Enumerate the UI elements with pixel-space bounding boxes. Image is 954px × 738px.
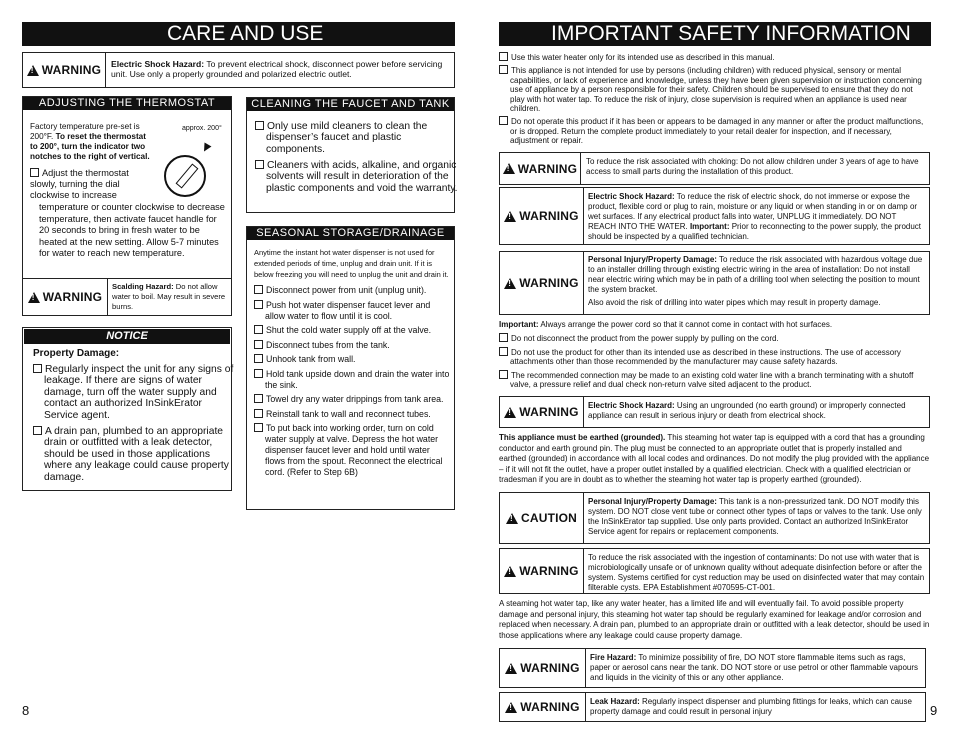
list-item [254,394,450,405]
checkbox-icon [254,394,263,403]
checkbox-icon [499,333,508,342]
leak-warning-box [499,692,926,722]
list-item-text: Towel dry any water drippings from tank area. [266,394,444,404]
checkbox-icon [255,160,264,169]
checkbox-icon [499,370,508,379]
list-item-text: Unhook tank from wall. [266,354,356,364]
warning-label: ! WARNING [500,693,585,721]
ungrounded-warning-box [499,396,930,428]
warning-label: ! WARNING [500,549,583,593]
warning-triangle-icon [28,292,40,303]
list-item-text: Disconnect power from unit (unplug unit). [266,285,427,295]
important-note: Important: Always arrange the power cord so that it cannot come in contact with hot surfaces. [499,320,833,329]
storage-list [254,285,450,482]
warning-text: To reduce the risk associated with the ingestion of contaminants: Do not use with water that is microbiologically unsafe or of unknown quality without adequate disinfection before or after the system. Systems certified for cyst reduction may be used on disinfected water that may contain filterable cysts. EPA Establishment #070595-CT-001. [583,549,929,593]
page-title-safety: IMPORTANT SAFETY INFORMATION [499,22,931,46]
warning-triangle-icon [505,663,517,674]
notice-item-2: A drain pan, plumbed to an appropriate drain or outfitted with a leak detector, should be used in those applications where any leakage could cause property damage. [33,426,239,483]
checkbox-icon [30,168,39,177]
list-item [499,333,929,344]
warning-triangle-icon [504,211,516,222]
earthing-paragraph: This appliance must be earthed (grounded). This steaming hot water tap is equipped with a cord that has a grounding conductor and earth ground pin. The plug must be connected to an appropriate outlet that is properly installed and earthed (grounded) in accordance with all local codes and ordinances. Do not modify the plug provided with the appliance – if it will not fit the outlet, have a proper outlet installed by a qualified electrician. Check with a qualified electrician or tradesman if you are in doubt as to whether the steaming hot water tap is properly earthed (grounded). [499,433,930,484]
list-item-text: Disconnect tubes from the tank. [266,339,390,350]
checkbox-icon [254,325,263,334]
notice-title: NOTICE [24,329,230,344]
warning-label: ! WARNING [500,188,583,244]
warning-triangle-icon [504,278,516,289]
cleaning-item-1: Only use mild cleaners to clean the dispenser’s faucet and plastic components. [255,121,461,155]
list-item [499,65,929,113]
warning-triangle-icon [27,65,39,76]
warning-triangle-icon [503,163,515,174]
warning-text: To reduce the risk associated with choking: Do not allow children under 3 years of age to have access to small parts during the installation of this product. [580,153,929,184]
list-item [254,300,450,322]
storage-intro: Anytime the instant hot water dispenser is not used for extended periods of time, unplug and drain unit. If it is below freezing you will need to unplug the unit and drain it. [254,248,449,279]
warning-text: Fire Hazard: To minimize possibility of fire, DO NOT store flammable items such as rags, paper or aerosol cans near the tank. DO NOT store or use petrol or other flammable vapours and liquids in the vicinity of this or any other appliance. [585,649,925,687]
storage-section-title: SEASONAL STORAGE/DRAINAGE [246,226,455,240]
list-item [254,369,450,391]
list-item [254,325,450,336]
list-item-text: To put back into working order, turn on cold water supply at valve. Depress the hot water dispenser faucet lever and hold until water flows from the spout. Reconnect the electrical cord. (Refer to Step 6B) [265,423,443,477]
warning-label: ! WARNING [500,397,583,427]
caution-text: Personal Injury/Property Damage: This tank is a non-pressurized tank. DO NOT modify this system. DO NOT close vent tube or connect other types of taps or valves to the tank. Use only the InSinkErator tap supplied. Use only parts provided. Contact an authorized InSinkErator Service agent for repairs or replacement components. [583,493,929,543]
list-item-text: Hold tank upside down and drain the water into the sink. [265,368,450,390]
list-item [254,340,450,351]
lifespan-paragraph: A steaming hot water tap, like any water heater, has a limited life and will eventually fail. To avoid possible property damage and personal injury, this steaming hot water tap should be regularly examined for leakage and/or corrosion and replaced when necessary. A drain pan, plumbed to an appropriate drain or outfitted with a leak detector, should be used in those applications where any leakage could cause property damage. [499,599,930,640]
thermostat-step-a: Adjust the thermostat slowly, turning the dial clockwise to increase [30,168,129,201]
checkbox-icon [255,121,264,130]
checkbox-icon [254,409,263,418]
warning-text: Leak Hazard: Regularly inspect dispenser and plumbing fittings for leaks, which can cause property damage and could result in personal injury [585,693,925,721]
checkbox-icon [499,116,508,125]
warning-triangle-icon [504,407,516,418]
list-item [499,52,929,62]
list-item-text: Do not use the product for other than its intended use as described in these instructions. The use of accessory attachments other than those recommended by the manufacturer may cause safety hazards. [510,347,901,367]
page-number-right: 9 [930,703,938,718]
drilling-warning-box [499,251,930,315]
list-item [499,370,929,390]
checkbox-icon [254,369,263,378]
page-title-care-and-use: CARE AND USE [22,22,455,46]
checkbox-icon [33,364,42,373]
caution-label: ! CAUTION [500,493,583,543]
caution-box [499,492,930,544]
contaminants-warning-box [499,548,930,594]
warning-triangle-icon [504,566,516,577]
checkbox-icon [33,426,42,435]
list-item [254,409,450,420]
property-damage-heading: Property Damage: [33,348,120,359]
top-bullet-list [499,52,929,149]
warning-text: Electric Shock Hazard: To prevent electrical shock, disconnect power before servicing unit. Use only a properly grounded and polarized electric outlet. [105,53,454,87]
list-item-text: Reinstall tank to wall and reconnect tubes. [266,408,431,419]
fire-warning-box [499,648,926,688]
thermostat-section-title: ADJUSTING THE THERMOSTAT [22,96,232,110]
checkbox-icon [254,285,263,294]
list-item [254,354,450,365]
checkbox-icon [254,300,263,309]
warning-text: Electric Shock Hazard: To reduce the risk of electric shock, do not immerse or expose the product, flexible cord or plug to rain, moisture or any liquid or when standing in or on damp or wet surfaces. If any electrical product falls into water, UNPLUG it immediately. DO NOT REACH INTO THE WATER. Important: Prior to reconnecting to the power supply, the product should be inspected by a qualified technician. [583,188,929,244]
list-item [254,423,450,478]
page-number-left: 8 [22,703,30,718]
warning-text: Scalding Hazard: Do not allow water to boil. May result in severe burns. [107,279,231,315]
list-item [499,347,929,367]
list-item-text: Push hot water dispenser faucet lever and allow water to flow until it is cool. [265,299,431,321]
scalding-warning-box [22,278,232,316]
mid-bullet-list [499,333,929,393]
checkbox-icon [254,423,263,432]
cleaning-item-2: Cleaners with acids, alkaline, and organic solvents will result in deterioration of the plastic components and void the warranty. [255,160,461,194]
warning-label: ! WARNING [23,279,107,315]
checkbox-icon [254,340,263,349]
thermostat-dial-icon [164,155,206,197]
warning-text: Electric Shock Hazard: Using an ungrounded (no earth ground) or improperly connected appliance can result in serious injury or death from electrical shock. [583,397,929,427]
warning-label: ! WARNING [500,649,585,687]
cleaning-section-title: CLEANING THE FAUCET AND TANK [246,97,455,111]
approx-label: approx. 200° [182,125,222,132]
choking-warning-box [499,152,930,185]
warning-label: ! WARNING [500,153,580,184]
warning-label: ! WARNING [500,252,583,314]
thermostat-intro: Factory temperature pre-set is 200°F. To reset the thermostat to 200°, turn the indicator two notches to the right of vertical. [30,122,150,161]
list-item-text: Do not disconnect the product from the power supply by pulling on the cord. [511,334,779,343]
list-item-text: Do not operate this product if it has been or appears to be damaged in any manner or after the product malfunctions, or is dropped. Return the complete product immediately to your retail dealer for inspection, and if necessary, adjustment or repair. [510,117,924,146]
list-item-text: This appliance is not intended for use by persons (including children) with reduced physical, sensory or mental capabilities, or lack of experience and knowledge, unless they have been given supervision or instruction concerning use of appliance by a person responsible for their safety. Children should be supervised to ensure that they do not play with hot water tap. To reduce the risk of injury, close supervision is required when an appliance is used near children. [510,66,922,114]
checkbox-icon [254,354,263,363]
checkbox-icon [499,65,508,74]
top-warning-box [22,52,455,88]
list-item [499,116,929,145]
warning-label: ! WARNING [23,53,105,87]
thermostat-step-b: temperature or counter clockwise to decrease temperature, then activate faucet handle for 20 seconds to bring in fresh water to be heated at the new setting. Allow 5-7 minutes for water to reach new temperature. [39,202,225,258]
list-item-text: Shut the cold water supply off at the valve. [266,325,432,335]
warning-triangle-icon [505,702,517,713]
notice-item-1: Regularly inspect the unit for any signs of leakage. If there are signs of water damage, turn off the water supply and contact an authorized InSinkErator Service agent. [33,364,239,421]
list-item-text: Use this water heater only for its intended use as described in this manual. [511,53,775,62]
list-item [254,285,450,296]
electric-shock-warning-box [499,187,930,245]
caution-triangle-icon [506,513,518,524]
warning-text: Personal Injury/Property Damage: To reduce the risk associated with hazardous voltage due to an installer drilling through existing electric wiring in the area of installation: Do not install near electric wiring which may be in path of a drilling tool when selecting the position to mount the system bracket. Also avoid the risk of drilling into water pipes which may result in property damage. [583,252,929,314]
checkbox-icon [499,347,508,356]
list-item-text: The recommended connection may be made to an existing cold water line with a branch terminating with a shutoff valve, a pressure relief and dual check non-return valve sited adjacent to the product. [510,370,914,390]
checkbox-icon [499,52,508,61]
